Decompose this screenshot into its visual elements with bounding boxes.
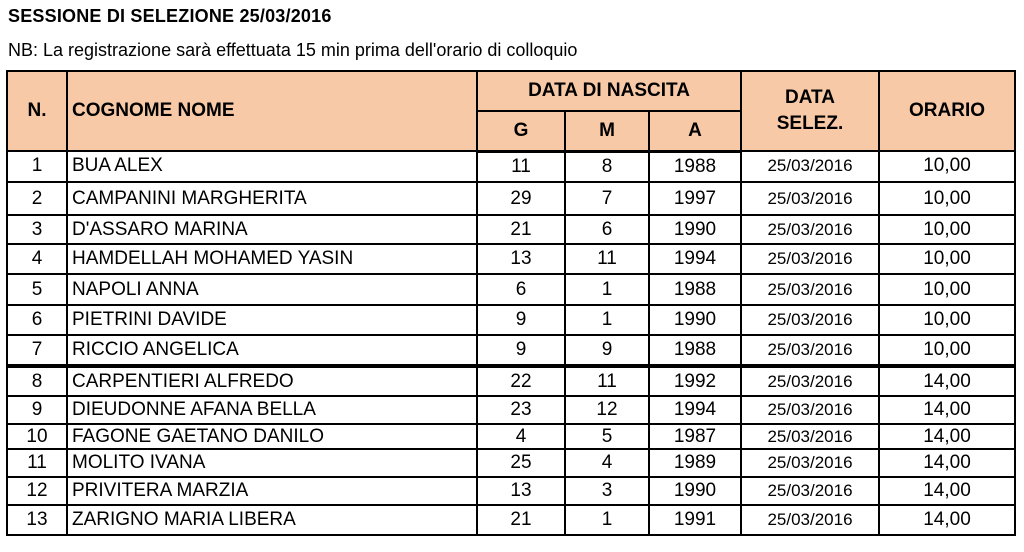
- cell-year: 1991: [649, 505, 741, 535]
- cell-data-sel: 25/03/2016: [741, 424, 879, 449]
- cell-orario: 14,00: [879, 366, 1015, 396]
- cell-data-sel: 25/03/2016: [741, 215, 879, 244]
- cell-day: 9: [477, 305, 565, 335]
- cell-year: 1987: [649, 424, 741, 449]
- cell-year: 1992: [649, 366, 741, 396]
- cell-n: 13: [7, 505, 67, 535]
- cell-n: 6: [7, 305, 67, 335]
- cell-name: NAPOLI ANNA: [67, 274, 477, 305]
- cell-month: 7: [565, 182, 649, 215]
- cell-orario: 10,00: [879, 215, 1015, 244]
- cell-day: 29: [477, 182, 565, 215]
- table-row: [7, 449, 1015, 477]
- cell-orario: 14,00: [879, 449, 1015, 477]
- col-header-orario: ORARIO: [879, 71, 1015, 151]
- cell-n: 9: [7, 396, 67, 424]
- cell-day: 13: [477, 477, 565, 505]
- cell-n: 2: [7, 182, 67, 215]
- cell-name: DIEUDONNE AFANA BELLA: [67, 396, 477, 424]
- cell-year: 1990: [649, 305, 741, 335]
- cell-name: CAMPANINI MARGHERITA: [67, 182, 477, 215]
- cell-data-sel: 25/03/2016: [741, 505, 879, 535]
- cell-n: 8: [7, 366, 67, 396]
- col-header-data-sel: DATA SELEZ.: [741, 71, 879, 151]
- table-row: [7, 396, 1015, 424]
- cell-day: 11: [477, 151, 565, 182]
- cell-data-sel: 25/03/2016: [741, 182, 879, 215]
- cell-orario: 10,00: [879, 335, 1015, 366]
- cell-year: 1994: [649, 396, 741, 424]
- cell-name: D'ASSARO MARINA: [67, 215, 477, 244]
- cell-data-sel: 25/03/2016: [741, 449, 879, 477]
- cell-year: 1988: [649, 151, 741, 182]
- cell-n: 4: [7, 244, 67, 274]
- col-header-name: COGNOME NOME: [67, 71, 477, 151]
- table-row: [7, 151, 1015, 182]
- cell-orario: 10,00: [879, 274, 1015, 305]
- cell-name: PRIVITERA MARZIA: [67, 477, 477, 505]
- table-row: [7, 424, 1015, 449]
- cell-year: 1989: [649, 449, 741, 477]
- cell-orario: 14,00: [879, 505, 1015, 535]
- cell-data-sel: 25/03/2016: [741, 274, 879, 305]
- cell-month: 12: [565, 396, 649, 424]
- page-title: SESSIONE DI SELEZIONE 25/03/2016: [8, 6, 332, 26]
- table-row: [7, 244, 1015, 274]
- cell-month: 11: [565, 366, 649, 396]
- col-header-m: M: [565, 111, 649, 151]
- cell-data-sel: 25/03/2016: [741, 477, 879, 505]
- cell-n: 11: [7, 449, 67, 477]
- cell-data-sel: 25/03/2016: [741, 396, 879, 424]
- cell-month: 1: [565, 505, 649, 535]
- cell-data-sel: 25/03/2016: [741, 305, 879, 335]
- cell-month: 3: [565, 477, 649, 505]
- cell-data-sel: 25/03/2016: [741, 366, 879, 396]
- cell-name: RICCIO ANGELICA: [67, 335, 477, 366]
- table-row: [7, 335, 1015, 366]
- cell-n: 7: [7, 335, 67, 366]
- cell-orario: 10,00: [879, 305, 1015, 335]
- cell-year: 1997: [649, 182, 741, 215]
- cell-year: 1988: [649, 274, 741, 305]
- cell-year: 1988: [649, 335, 741, 366]
- cell-month: 1: [565, 274, 649, 305]
- cell-month: 5: [565, 424, 649, 449]
- cell-day: 6: [477, 274, 565, 305]
- cell-day: 25: [477, 449, 565, 477]
- table-row: [7, 182, 1015, 215]
- cell-orario: 10,00: [879, 244, 1015, 274]
- table-row: [7, 477, 1015, 505]
- cell-month: 6: [565, 215, 649, 244]
- cell-year: 1994: [649, 244, 741, 274]
- col-header-n: N.: [7, 71, 67, 151]
- cell-name: CARPENTIERI ALFREDO: [67, 366, 477, 396]
- cell-name: PIETRINI DAVIDE: [67, 305, 477, 335]
- cell-year: 1990: [649, 215, 741, 244]
- table-body: [7, 151, 1015, 535]
- cell-n: 3: [7, 215, 67, 244]
- cell-month: 9: [565, 335, 649, 366]
- col-header-g: G: [477, 111, 565, 151]
- cell-data-sel: 25/03/2016: [741, 335, 879, 366]
- selection-table: [6, 70, 1016, 536]
- table-row: [7, 305, 1015, 335]
- col-header-birth: DATA DI NASCITA: [477, 71, 741, 111]
- cell-month: 11: [565, 244, 649, 274]
- cell-name: BUA ALEX: [67, 151, 477, 182]
- cell-n: 12: [7, 477, 67, 505]
- cell-name: HAMDELLAH MOHAMED YASIN: [67, 244, 477, 274]
- col-header-a: A: [649, 111, 741, 151]
- cell-name: ZARIGNO MARIA LIBERA: [67, 505, 477, 535]
- cell-name: MOLITO IVANA: [67, 449, 477, 477]
- cell-n: 10: [7, 424, 67, 449]
- cell-n: 1: [7, 151, 67, 182]
- cell-orario: 10,00: [879, 151, 1015, 182]
- cell-data-sel: 25/03/2016: [741, 151, 879, 182]
- cell-day: 23: [477, 396, 565, 424]
- cell-day: 22: [477, 366, 565, 396]
- cell-orario: 10,00: [879, 182, 1015, 215]
- table-row: [7, 505, 1015, 535]
- cell-n: 5: [7, 274, 67, 305]
- cell-orario: 14,00: [879, 396, 1015, 424]
- table-row: [7, 274, 1015, 305]
- cell-month: 1: [565, 305, 649, 335]
- table-row: [7, 215, 1015, 244]
- cell-day: 21: [477, 215, 565, 244]
- registration-note: NB: La registrazione sarà effettuata 15 min prima dell'orario di colloquio: [8, 40, 578, 60]
- cell-orario: 14,00: [879, 424, 1015, 449]
- cell-year: 1990: [649, 477, 741, 505]
- cell-name: FAGONE GAETANO DANILO: [67, 424, 477, 449]
- table-row: [7, 366, 1015, 396]
- cell-day: 13: [477, 244, 565, 274]
- cell-day: 9: [477, 335, 565, 366]
- cell-data-sel: 25/03/2016: [741, 244, 879, 274]
- cell-orario: 14,00: [879, 477, 1015, 505]
- cell-month: 4: [565, 449, 649, 477]
- cell-day: 21: [477, 505, 565, 535]
- cell-month: 8: [565, 151, 649, 182]
- cell-day: 4: [477, 424, 565, 449]
